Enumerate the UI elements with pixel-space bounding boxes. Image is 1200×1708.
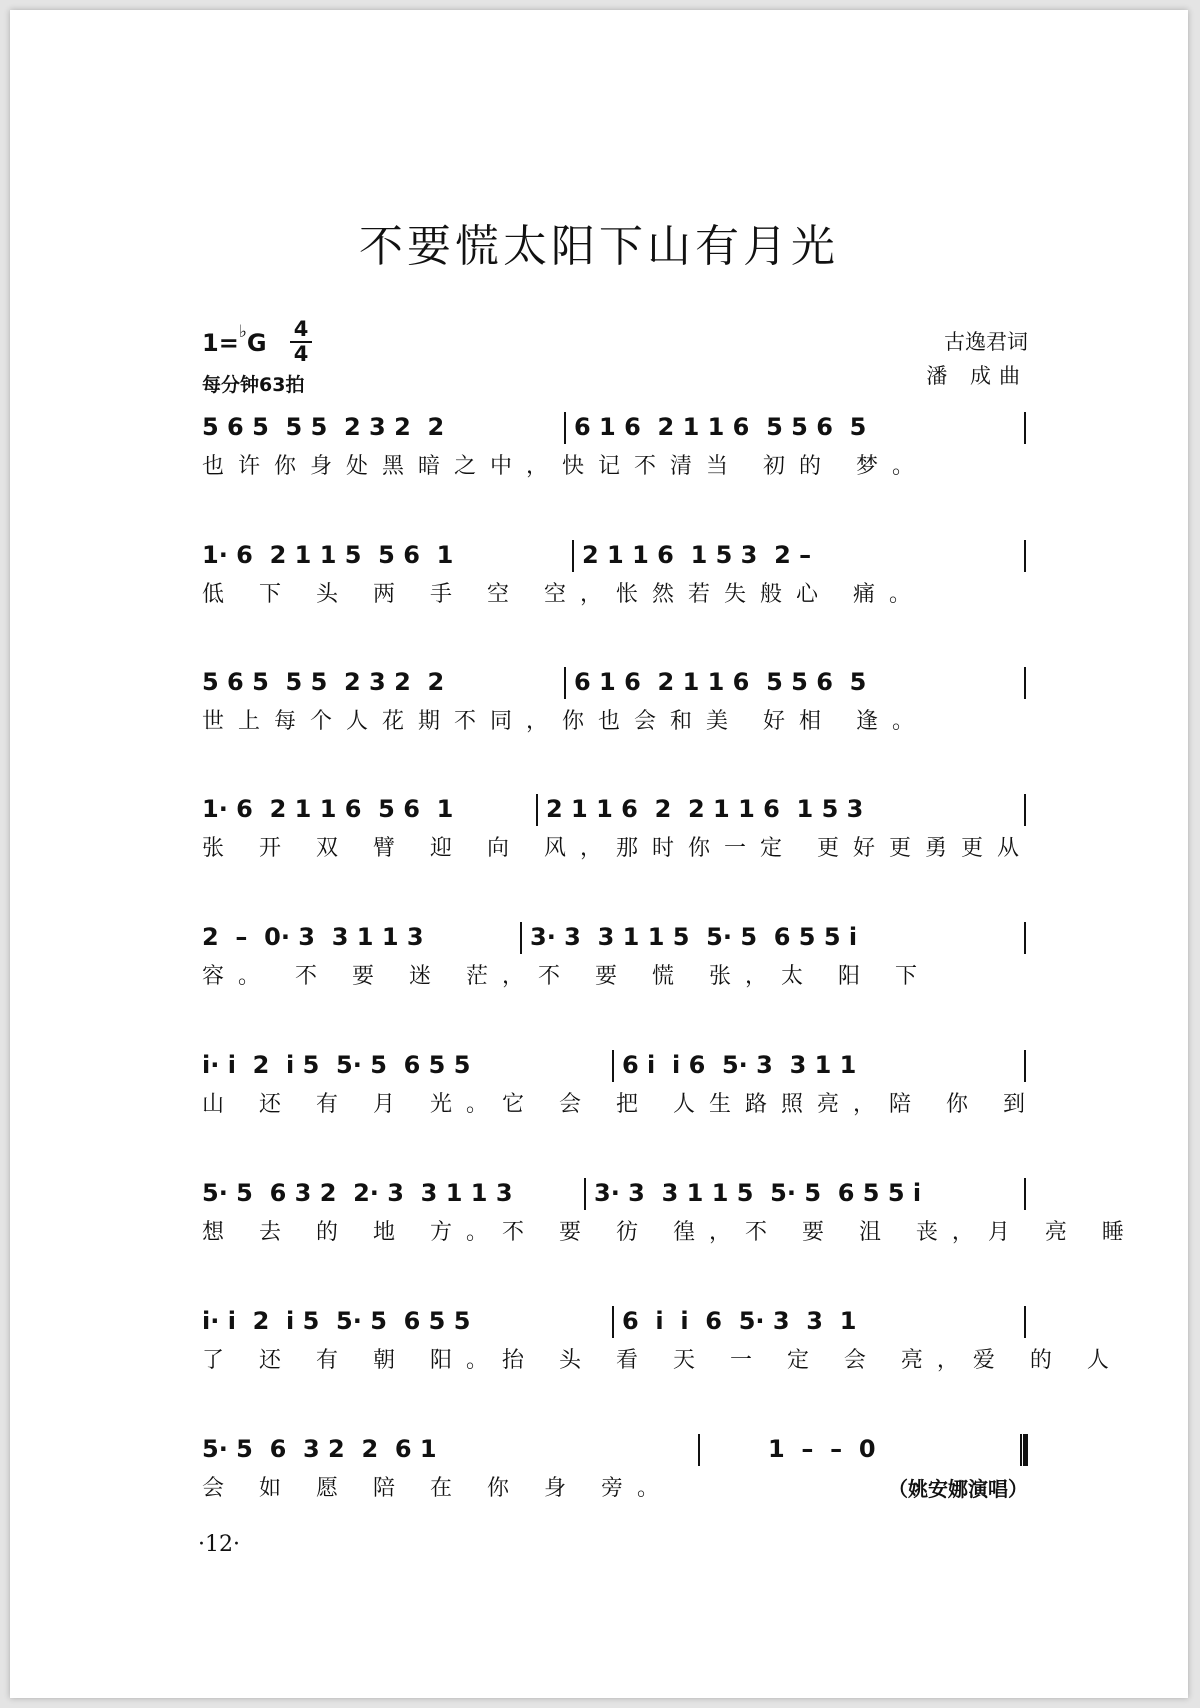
staff-system-7 (202, 1174, 1138, 1245)
staff-system-2 (202, 536, 1028, 606)
barline (520, 922, 522, 954)
time-signature (290, 319, 312, 365)
barline (612, 1050, 614, 1082)
notes-measure-b: 1 – – 0 (768, 1435, 876, 1463)
lyrics-line: 了 还 有 朝 阳。抬 头 看 天 一 定 会 亮，爱 的 人 (202, 1348, 1123, 1373)
barline (1024, 667, 1026, 699)
notes-measure-b: 6 1 6 2 1 1 6 5 5 6 5 (574, 413, 867, 441)
barline (564, 667, 566, 699)
lyrics-line: 会 如 愿 陪 在 你 身 旁。 (202, 1476, 673, 1501)
barline (612, 1306, 614, 1338)
barline (1024, 412, 1026, 444)
notes-measure-b: 6 i i 6 5· 3 3 1 (622, 1307, 857, 1335)
barline (564, 412, 566, 444)
barline (1024, 794, 1026, 826)
notes-measure-b: 3· 3 3 1 1 5 5· 5 6 5 5 i (530, 923, 858, 951)
notes-measure-b: 6 i i 6 5· 3 3 1 1 (622, 1051, 857, 1079)
page-number: ·12· (198, 1532, 240, 1557)
flat-sign: ♭ (238, 322, 247, 342)
lyrics-line: 也许你身处黑暗之中，快记不清当 初的 梦。 (202, 454, 928, 479)
notes-measure-b: 2 1 1 6 1 5 3 2 – (582, 541, 812, 569)
staff-system-1 (202, 408, 1028, 478)
final-barline (1020, 1434, 1028, 1466)
staff-system-6 (202, 1046, 1039, 1117)
notes-measure-a: 1· 6 2 1 1 5 5 6 1 (202, 541, 454, 569)
notes-measure-b: 6 1 6 2 1 1 6 5 5 6 5 (574, 668, 867, 696)
barline (698, 1434, 700, 1466)
key-note: G (246, 329, 267, 357)
staff-system-4 (202, 790, 1033, 861)
barline (536, 794, 538, 826)
notes-measure-b: 3· 3 3 1 1 5 5· 5 6 5 5 i (594, 1179, 922, 1207)
barline (1024, 1050, 1026, 1082)
barline (1024, 1306, 1026, 1338)
barline (1024, 540, 1026, 572)
barline (1024, 1178, 1026, 1210)
notes-measure-a: 5· 5 6 3 2 2· 3 3 1 1 3 (202, 1179, 513, 1207)
key-signature (202, 322, 267, 357)
staff-system-8 (202, 1302, 1123, 1373)
staff-system-5 (202, 918, 1028, 988)
notes-measure-a: 2 – 0· 3 3 1 1 3 (202, 923, 424, 951)
time-signature-top: 4 (293, 317, 309, 341)
notes-measure-a: 1· 6 2 1 1 6 5 6 1 (202, 795, 454, 823)
lyrics-line: 容。 不 要 迷 茫，不 要 慌 张，太 阳 下 (202, 964, 931, 989)
score-page (10, 10, 1188, 1698)
composer-credit: 潘 成曲 (926, 364, 1028, 388)
tempo-marking: 每分钟63拍 (202, 374, 305, 396)
barline (584, 1178, 586, 1210)
barline (572, 540, 574, 572)
lyrics-line: 张 开 双 臂 迎 向 风，那时你一定 更好更勇更从 (202, 836, 1033, 861)
barline (1024, 922, 1026, 954)
song-title: 不要慌太阳下山有月光 (359, 221, 839, 272)
notes-measure-a: i· i 2 i 5 5· 5 6 5 5 (202, 1051, 471, 1079)
notes-measure-a: 5 6 5 5 5 2 3 2 2 (202, 668, 445, 696)
lyrics-line: 世上每个人花期不同，你也会和美 好相 逢。 (202, 709, 928, 734)
lyrics-line: 低 下 头 两 手 空 空，怅然若失般心 痛。 (202, 582, 925, 607)
lyrics-line: 山 还 有 月 光。它 会 把 人生路照亮，陪 你 到 (202, 1092, 1039, 1117)
lyricist-credit: 古逸君词 (944, 330, 1028, 354)
lyrics-line: 想 去 的 地 方。不 要 彷 徨，不 要 沮 丧，月 亮 睡 (202, 1220, 1138, 1245)
notes-measure-b: 2 1 1 6 2 2 1 1 6 1 5 3 (546, 795, 864, 823)
staff-system-3 (202, 663, 1028, 733)
notes-measure-a: i· i 2 i 5 5· 5 6 5 5 (202, 1307, 471, 1335)
performer-credit: （姚安娜演唱） (888, 1477, 1028, 1501)
notes-measure-a: 5· 5 6 3 2 2 6 1 (202, 1435, 437, 1463)
time-signature-bottom: 4 (293, 342, 309, 366)
key-label: 1= (202, 329, 239, 357)
notes-measure-a: 5 6 5 5 5 2 3 2 2 (202, 413, 445, 441)
staff-system-9 (202, 1430, 1028, 1500)
